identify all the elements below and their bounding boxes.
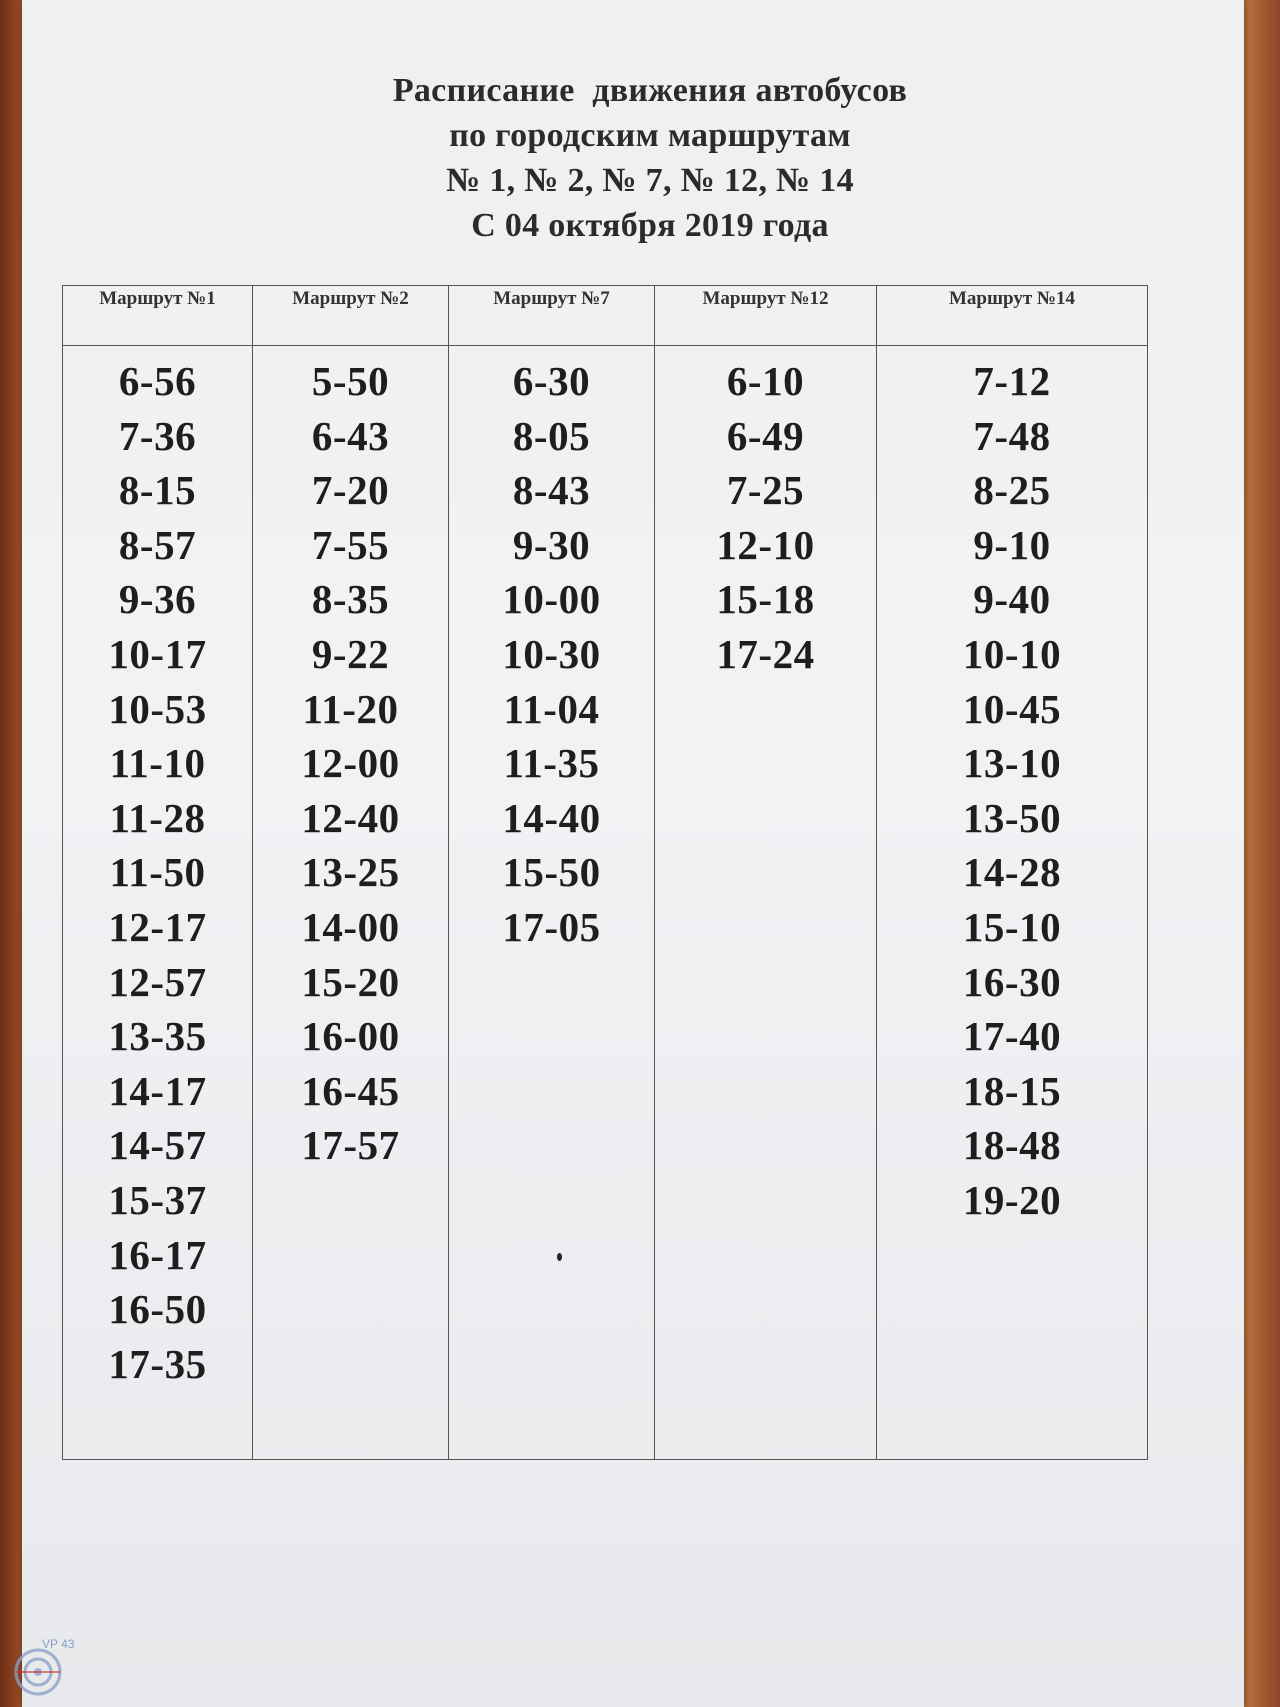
departure-time: 6-56 bbox=[118, 358, 197, 404]
route-times bbox=[449, 346, 654, 955]
departure-time: 13-10 bbox=[962, 740, 1062, 787]
schedule-sheet bbox=[22, 0, 1244, 1707]
departure-time: 9-40 bbox=[973, 576, 1051, 623]
departure-time: 13-25 bbox=[301, 849, 400, 896]
departure-time: 12-10 bbox=[716, 521, 815, 568]
route-times bbox=[655, 346, 876, 682]
departure-time: 9-10 bbox=[973, 521, 1051, 568]
title-line-3: № 1, № 2, № 7, № 12, № 14 bbox=[446, 162, 854, 199]
route-times bbox=[253, 346, 448, 1173]
departure-time: 8-43 bbox=[512, 467, 591, 514]
departure-time: 16-17 bbox=[108, 1231, 207, 1278]
departure-time: 16-50 bbox=[108, 1286, 207, 1333]
departure-time: 18-15 bbox=[962, 1067, 1062, 1114]
departure-time: 14-00 bbox=[301, 903, 400, 950]
departure-time: 12-17 bbox=[108, 903, 207, 950]
departure-time: 6-10 bbox=[726, 358, 805, 404]
departure-time: 5-50 bbox=[311, 358, 390, 404]
route-column-7 bbox=[449, 286, 655, 1459]
departure-time: 16-45 bbox=[301, 1067, 400, 1114]
departure-time: 10-00 bbox=[502, 576, 601, 623]
departure-time: 17-57 bbox=[301, 1122, 400, 1169]
departure-time: 8-05 bbox=[512, 412, 591, 459]
departure-time: 8-35 bbox=[311, 576, 390, 623]
departure-time: 7-55 bbox=[311, 521, 390, 568]
title-line-2: по городским маршрутам bbox=[449, 117, 851, 154]
route-header: Маршрут №14 bbox=[877, 286, 1147, 346]
departure-time: 17-40 bbox=[962, 1013, 1062, 1060]
departure-time: 12-00 bbox=[301, 740, 400, 787]
route-header: Маршрут №7 bbox=[449, 286, 654, 346]
departure-time: 15-10 bbox=[962, 903, 1062, 950]
departure-time: 7-48 bbox=[973, 412, 1051, 459]
departure-time: 15-20 bbox=[301, 958, 400, 1005]
departure-time: 11-35 bbox=[503, 740, 600, 787]
departure-time: 15-50 bbox=[502, 849, 601, 896]
route-times bbox=[877, 346, 1147, 1228]
departure-time: 11-10 bbox=[109, 740, 206, 787]
departure-time: 12-40 bbox=[301, 794, 400, 841]
departure-time: 14-17 bbox=[108, 1067, 207, 1114]
departure-time: 11-28 bbox=[109, 794, 206, 841]
title-line-1: Расписание движения автобусов bbox=[392, 72, 908, 109]
departure-time: 13-50 bbox=[962, 794, 1062, 841]
departure-time: 6-49 bbox=[726, 412, 805, 459]
route-column-2 bbox=[253, 286, 449, 1459]
departure-time: 7-25 bbox=[726, 467, 805, 514]
title-line-4: С 04 октября 2019 года bbox=[471, 207, 829, 244]
departure-time: 19-20 bbox=[962, 1176, 1062, 1223]
departure-time: 7-36 bbox=[118, 412, 197, 459]
target-logo-icon bbox=[6, 1632, 76, 1702]
departure-time: 17-35 bbox=[108, 1340, 207, 1387]
ink-speck bbox=[557, 1253, 562, 1261]
departure-time: 14-57 bbox=[108, 1122, 207, 1169]
departure-time: 9-30 bbox=[512, 521, 591, 568]
schedule-title bbox=[22, 68, 1278, 248]
departure-time: 9-22 bbox=[311, 630, 390, 677]
departure-time: 10-53 bbox=[108, 685, 207, 732]
departure-time: 18-48 bbox=[962, 1122, 1062, 1169]
departure-time: 9-36 bbox=[118, 576, 197, 623]
departure-time: 8-25 bbox=[973, 467, 1051, 514]
route-times bbox=[63, 346, 252, 1391]
departure-time: 16-30 bbox=[962, 958, 1062, 1005]
departure-time: 12-57 bbox=[108, 958, 207, 1005]
departure-time: 8-15 bbox=[118, 467, 197, 514]
departure-time: 17-24 bbox=[716, 630, 815, 677]
watermark-text: VP 43 bbox=[42, 1637, 75, 1651]
departure-time: 11-04 bbox=[503, 685, 600, 732]
departure-time: 14-28 bbox=[962, 849, 1062, 896]
departure-time: 10-10 bbox=[962, 630, 1062, 677]
departure-time: 14-40 bbox=[502, 794, 601, 841]
departure-time: 10-30 bbox=[502, 630, 601, 677]
route-header: Маршрут №2 bbox=[253, 286, 448, 346]
departure-time: 16-00 bbox=[301, 1013, 400, 1060]
route-header: Маршрут №1 bbox=[63, 286, 252, 346]
route-column-14 bbox=[877, 286, 1147, 1459]
departure-time: 8-57 bbox=[118, 521, 197, 568]
departure-time: 10-45 bbox=[962, 685, 1062, 732]
departure-time: 11-50 bbox=[109, 849, 206, 896]
departure-time: 7-20 bbox=[311, 467, 390, 514]
departure-time: 6-43 bbox=[311, 412, 390, 459]
departure-time: 15-18 bbox=[716, 576, 815, 623]
departure-time: 17-05 bbox=[502, 903, 601, 950]
route-column-1 bbox=[63, 286, 253, 1459]
departure-time: 7-12 bbox=[973, 358, 1051, 404]
departure-time: 10-17 bbox=[108, 630, 207, 677]
departure-time: 6-30 bbox=[512, 358, 591, 404]
departure-time: 13-35 bbox=[108, 1013, 207, 1060]
departure-time: 15-37 bbox=[108, 1176, 207, 1223]
route-column-12 bbox=[655, 286, 877, 1459]
route-header: Маршрут №12 bbox=[655, 286, 876, 346]
schedule-table bbox=[62, 285, 1148, 1460]
departure-time: 11-20 bbox=[302, 685, 399, 732]
